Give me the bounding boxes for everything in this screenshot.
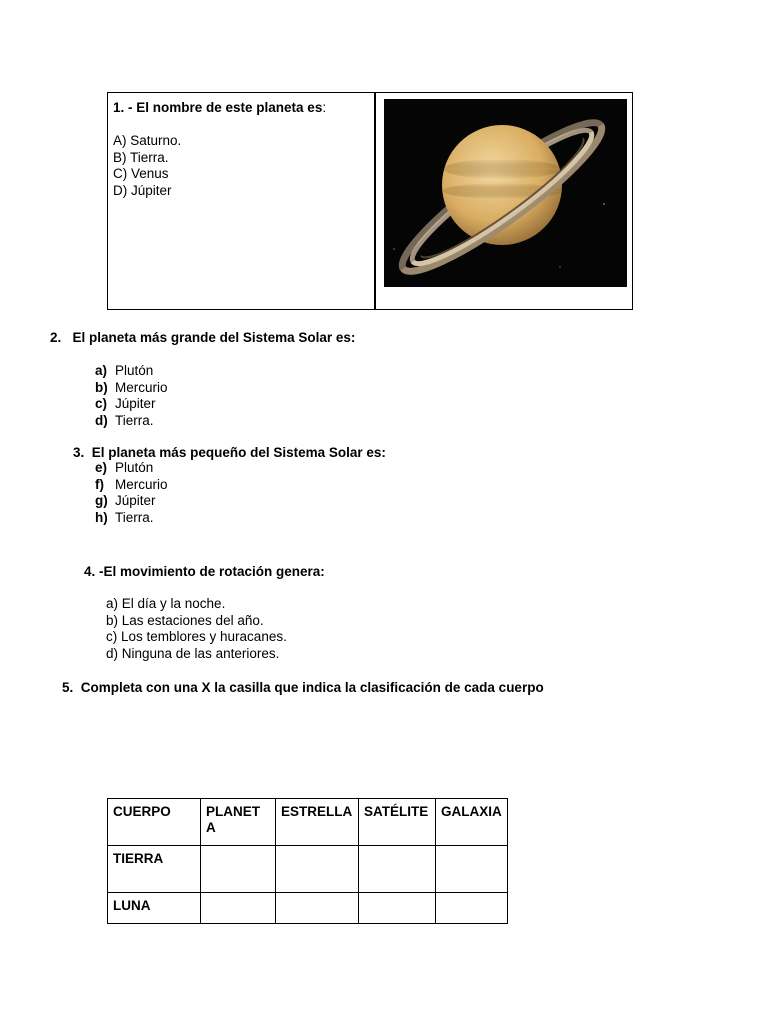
- row-label: LUNA: [108, 893, 201, 924]
- option-a: A) Saturno.: [113, 133, 182, 148]
- header-satelite: SATÉLITE: [359, 799, 436, 846]
- list-item: b) Mercurio: [95, 379, 168, 395]
- table-cell[interactable]: [359, 846, 436, 893]
- header-estrella: ESTRELLA: [276, 799, 359, 846]
- list-item: e) Plutón: [95, 460, 154, 475]
- list-item: d) Tierra.: [95, 412, 154, 428]
- list-item: b) Las estaciones del año.: [106, 612, 264, 628]
- list-item: h) Tierra.: [95, 509, 154, 525]
- question-1-title: 1. - El nombre de este planeta es:: [113, 100, 327, 115]
- header-cuerpo: CUERPO: [108, 799, 201, 846]
- question-3-options: [95, 460, 168, 526]
- header-galaxia: GALAXIA: [436, 799, 508, 846]
- saturn-image: [384, 99, 627, 287]
- question-1-options: [113, 133, 181, 199]
- classification-table: [107, 798, 508, 924]
- table-cell[interactable]: [276, 893, 359, 924]
- list-item: g) Júpiter: [95, 493, 156, 509]
- table-cell[interactable]: [201, 893, 276, 924]
- table-row: [108, 846, 508, 893]
- column-divider: [374, 93, 376, 309]
- table-cell[interactable]: [201, 846, 276, 893]
- question-5-title: 5. Completa con una X la casilla que indica la clasificación de cada cuerpo: [62, 680, 544, 695]
- option-d: D) Júpiter: [113, 182, 172, 198]
- table-cell[interactable]: [276, 846, 359, 893]
- question-4-options: [106, 596, 287, 662]
- option-b: B) Tierra.: [113, 149, 169, 165]
- header-planeta: PLANET A: [201, 799, 276, 846]
- question-2-options: [95, 363, 168, 429]
- table-cell[interactable]: [359, 893, 436, 924]
- table-cell[interactable]: [436, 846, 508, 893]
- list-item: c) Júpiter: [95, 396, 156, 412]
- question-4-title: 4. -El movimiento de rotación genera:: [84, 564, 325, 579]
- table-header-row: [108, 799, 508, 846]
- question-2-title: 2. El planeta más grande del Sistema Solar es:: [50, 330, 356, 345]
- list-item: a) Plutón: [95, 363, 154, 378]
- option-c: C) Venus: [113, 166, 169, 182]
- table-row: [108, 893, 508, 924]
- list-item: f) Mercurio: [95, 476, 168, 492]
- table-cell[interactable]: [436, 893, 508, 924]
- question-3-title: 3. El planeta más pequeño del Sistema Solar es:: [73, 445, 386, 460]
- question-1-box: [107, 92, 633, 310]
- list-item: c) Los temblores y huracanes.: [106, 629, 287, 645]
- list-item: a) El día y la noche.: [106, 596, 226, 611]
- row-label: TIERRA: [108, 846, 201, 893]
- list-item: d) Ninguna de las anteriores.: [106, 645, 280, 661]
